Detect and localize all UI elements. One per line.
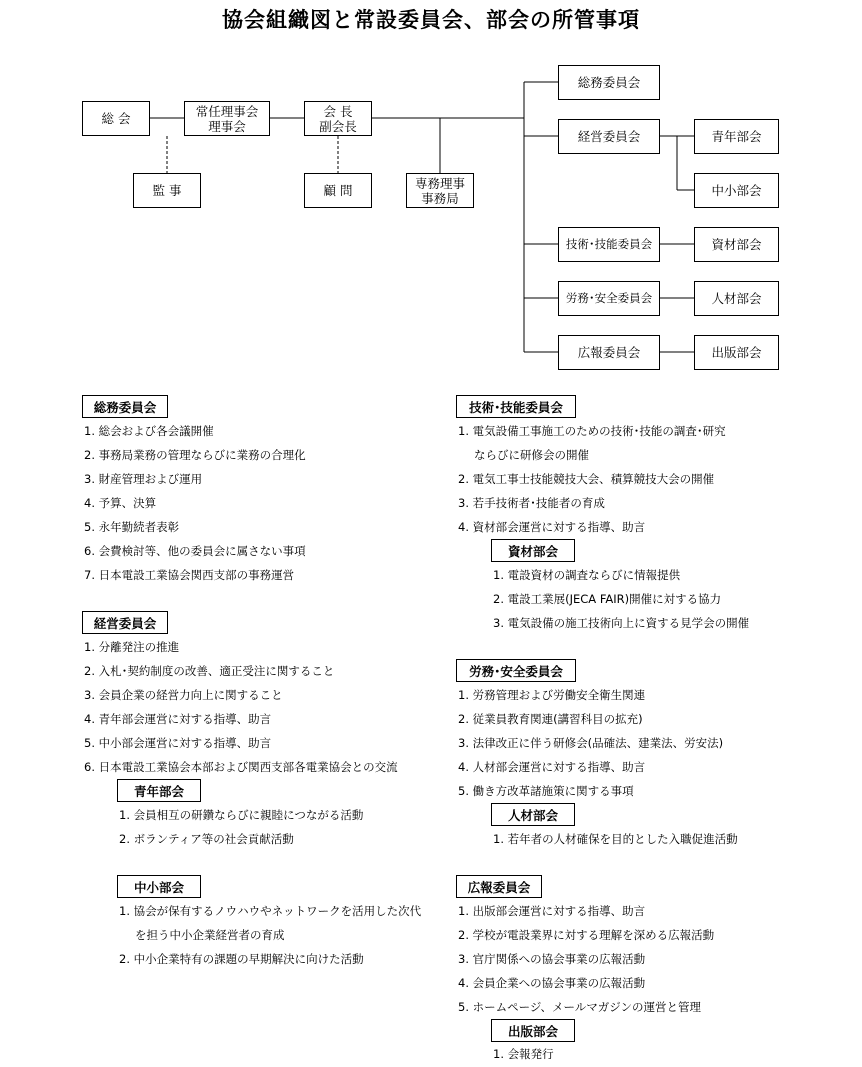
list-shuppan [493, 1042, 554, 1066]
page-title: 協会組織図と常設委員会、部会の所管事項 [222, 8, 640, 32]
heading-koho: 広報委員会 [456, 875, 542, 898]
list-item: 6. 会費検討等、他の委員会に属さない事項 [84, 544, 306, 558]
list-item: を担う中小企業経営者の育成 [135, 928, 285, 942]
list-item: 3. 若手技術者･技能者の育成 [458, 496, 605, 510]
list-item: 2. 従業員教育関連(講習科目の拡充) [458, 712, 643, 726]
list-item: 1. 出版部会運営に対する指導、助言 [458, 904, 646, 918]
box-shizai-bukai: 資材部会 [694, 227, 779, 262]
list-shizai [493, 563, 749, 635]
list-item: 2. ボランティア等の社会貢献活動 [119, 832, 294, 846]
heading-keiei: 経営委員会 [82, 611, 168, 634]
list-item: 1. 会員相互の研鑽ならびに親睦につながる活動 [119, 808, 364, 822]
heading-gijutsu: 技術･技能委員会 [456, 395, 576, 418]
heading-shuppan: 出版部会 [491, 1019, 575, 1042]
box-koho-iinkai: 広報委員会 [558, 335, 660, 370]
list-item: 2. 学校が電設業界に対する理解を深める広報活動 [458, 928, 715, 942]
list-item: 5. 中小部会運営に対する指導、助言 [84, 736, 272, 750]
list-item: 2. 電気工事士技能競技大会、積算競技大会の開催 [458, 472, 715, 486]
org-chart [0, 0, 862, 380]
box-seinen-bukai: 青年部会 [694, 119, 779, 154]
heading-somu: 総務委員会 [82, 395, 168, 418]
box-komon: 顧 問 [304, 173, 372, 208]
box-kanji: 監 事 [133, 173, 201, 208]
list-koho [458, 899, 714, 1019]
list-item: 4. 会員企業への協会事業の広報活動 [458, 976, 646, 990]
box-shuppan-bukai: 出版部会 [694, 335, 779, 370]
list-item: 4. 資材部会運営に対する指導、助言 [458, 520, 646, 534]
list-item: 5. 永年勤続者表彰 [84, 520, 180, 534]
box-chusho-bukai: 中小部会 [694, 173, 779, 208]
list-item: 1. 電気設備工事施工のための技術･技能の調査･研究 [458, 424, 726, 438]
list-romu [458, 683, 723, 803]
box-jimukyoku: 専務理事 事務局 [406, 173, 474, 208]
list-item: 5. 働き方改革諸施策に関する事項 [458, 784, 634, 798]
list-item: 4. 予算、決算 [84, 496, 157, 510]
list-item: ならびに研修会の開催 [474, 448, 589, 462]
heading-jinzai: 人材部会 [491, 803, 575, 826]
box-jonin-rijikai: 常任理事会 理事会 [184, 101, 270, 136]
box-somu-iinkai: 総務委員会 [558, 65, 660, 100]
list-jinzai [493, 827, 738, 851]
list-item: 3. 電気設備の施工技術向上に資する見学会の開催 [493, 616, 750, 630]
box-soukai: 総 会 [82, 101, 150, 136]
list-keiei [84, 635, 398, 779]
list-item: 3. 官庁関係への協会事業の広報活動 [458, 952, 646, 966]
list-somu [84, 419, 306, 587]
list-item: 2. 電設工業展(JECA FAIR)開催に対する協力 [493, 592, 722, 606]
box-jinzai-bukai: 人材部会 [694, 281, 779, 316]
list-item: 6. 日本電設工業協会本部および関西支部各電業協会との交流 [84, 760, 398, 774]
list-item: 3. 法律改正に伴う研修会(品確法、建業法、労安法) [458, 736, 724, 750]
list-item: 3. 財産管理および運用 [84, 472, 203, 486]
list-item: 1. 総会および各会議開催 [84, 424, 214, 438]
list-item: 1. 労務管理および労働安全衛生関連 [458, 688, 646, 702]
box-gijutsu-iinkai: 技術･技能委員会 [558, 227, 660, 262]
list-item: 1. 電設資材の調査ならびに情報提供 [493, 568, 681, 582]
list-item: 1. 分離発注の推進 [84, 640, 180, 654]
list-item: 7. 日本電設工業協会関西支部の事務運営 [84, 568, 295, 582]
box-keiei-iinkai: 経営委員会 [558, 119, 660, 154]
list-item: 2. 中小企業特有の課題の早期解決に向けた活動 [119, 952, 364, 966]
list-item: 1. 若年者の人材確保を目的とした入職促進活動 [493, 832, 738, 846]
list-item: 2. 入札･契約制度の改善、適正受注に関すること [84, 664, 335, 678]
list-item: 3. 会員企業の経営力向上に関すること [84, 688, 283, 702]
list-chusho [119, 899, 421, 971]
list-gijutsu [458, 419, 726, 539]
heading-chusho: 中小部会 [117, 875, 201, 898]
list-item: 4. 人材部会運営に対する指導、助言 [458, 760, 646, 774]
list-item: 5. ホームページ、メールマガジンの運営と管理 [458, 1000, 701, 1014]
heading-shizai: 資材部会 [491, 539, 575, 562]
list-item: 2. 事務局業務の管理ならびに業務の合理化 [84, 448, 306, 462]
list-seinen [119, 803, 363, 851]
box-kaicho: 会 長 副会長 [304, 101, 372, 136]
heading-seinen: 青年部会 [117, 779, 201, 802]
heading-romu: 労務･安全委員会 [456, 659, 576, 682]
list-item: 4. 青年部会運営に対する指導、助言 [84, 712, 272, 726]
list-item: 1. 会報発行 [493, 1047, 554, 1061]
box-romu-iinkai: 労務･安全委員会 [558, 281, 660, 316]
list-item: 1. 協会が保有するノウハウやネットワークを活用した次代 [119, 904, 422, 918]
